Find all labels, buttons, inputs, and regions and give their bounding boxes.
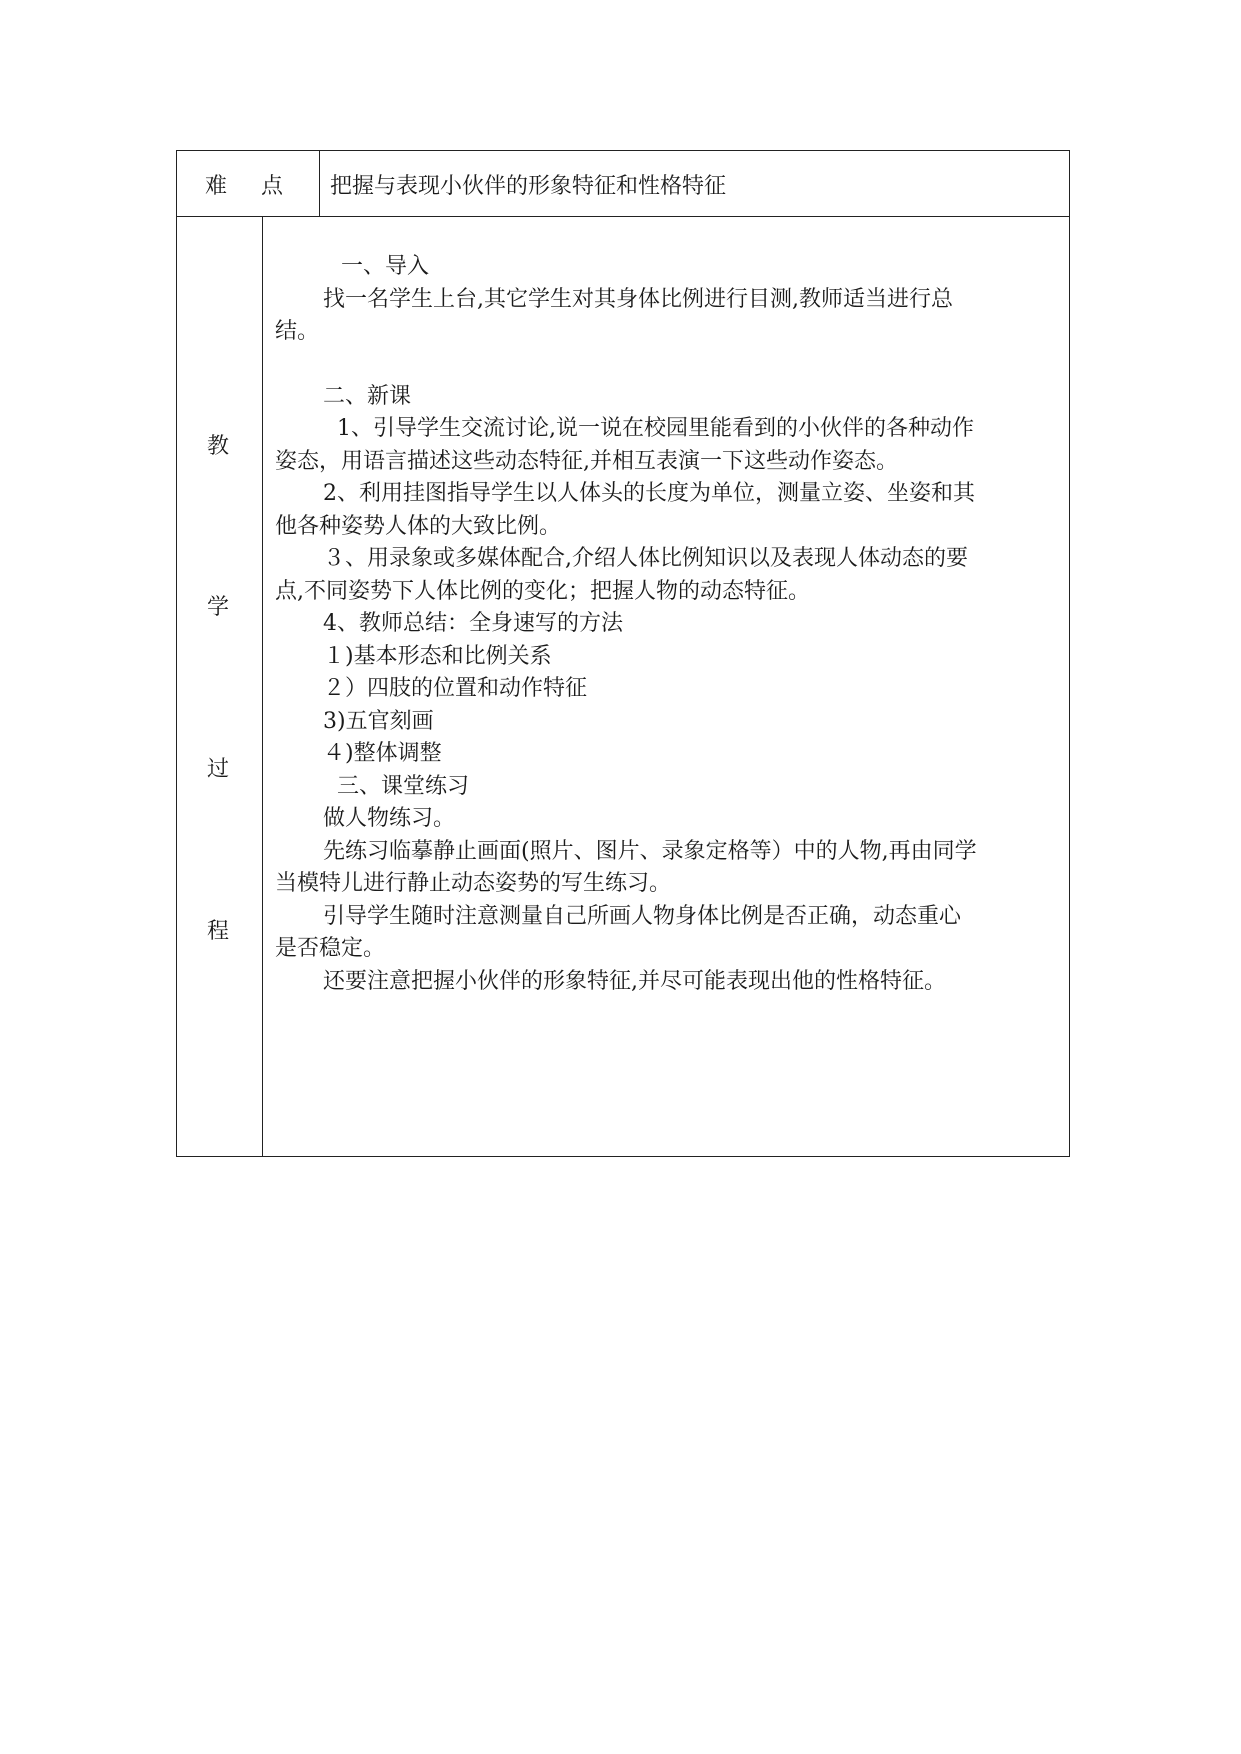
practice-line-3a: 引导学生随时注意测量自己所画人物身体比例是否正确，动态重心 xyxy=(323,903,962,929)
process-label-char-1: 教 xyxy=(207,434,230,459)
practice-line-2a: 先练习临摹静止画面(照片、图片、录象定格等）中的人物,再由同学 xyxy=(323,838,977,864)
difficulty-label-part2: 点 xyxy=(261,174,284,199)
intro-line-2: 结。 xyxy=(275,319,320,344)
paragraph-3-line-1: ３、用录象或多媒体配合,介绍人体比例知识以及表现人体动态的要 xyxy=(323,546,968,571)
new-lesson-heading: 二、新课 xyxy=(323,383,412,409)
difficulty-label-part1: 难 xyxy=(205,174,228,199)
difficulty-row xyxy=(176,150,1070,216)
method-item-4: ４)整体调整 xyxy=(323,741,442,766)
paragraph-1-line-1: 1、引导学生交流讨论,说一说在校园里能看到的小伙伴的各种动作 xyxy=(337,416,974,441)
method-item-2: ２）四肢的位置和动作特征 xyxy=(323,676,588,701)
teaching-process-content xyxy=(275,251,1241,998)
paragraph-2-line-2: 他各种姿势人体的大致比例。 xyxy=(275,513,562,539)
practice-line-2b: 当模特儿进行静止动态姿势的写生练习。 xyxy=(275,871,672,896)
process-label-char-3: 过 xyxy=(207,757,230,782)
paragraph-1-line-2: 姿态，用语言描述这些动态特征,并相互表演一下这些动作姿态。 xyxy=(275,448,898,474)
process-label-char-4: 程 xyxy=(207,919,230,944)
method-item-3: 3)五官刻画 xyxy=(323,708,434,734)
practice-line-3b: 是否稳定。 xyxy=(275,936,386,961)
paragraph-4: 4、教师总结：全身速写的方法 xyxy=(323,611,623,636)
method-item-1: １)基本形态和比例关系 xyxy=(323,643,552,669)
paragraph-2-line-1: 2、利用挂图指导学生以人体头的长度为单位，测量立姿、坐姿和其 xyxy=(323,481,975,506)
practice-heading: 三、课堂练习 xyxy=(337,773,470,799)
teaching-process-label-cell xyxy=(177,217,263,1156)
process-label-char-2: 学 xyxy=(207,595,230,620)
difficulty-label-cell xyxy=(177,151,320,216)
intro-line-1: 找一名学生上台,其它学生对其身体比例进行目测,教师适当进行总 xyxy=(323,286,953,312)
paragraph-3-line-2: 点,不同姿势下人体比例的变化；把握人物的动态特征。 xyxy=(275,578,810,604)
difficulty-label xyxy=(205,169,283,200)
practice-line-1: 做人物练习。 xyxy=(323,806,456,831)
teaching-process-row xyxy=(176,216,1070,1157)
practice-line-4: 还要注意把握小伙伴的形象特征,并尽可能表现出他的性格特征。 xyxy=(323,968,946,994)
intro-heading: 一、导入 xyxy=(341,254,430,279)
difficulty-text: 把握与表现小伙伴的形象特征和性格特征 xyxy=(330,174,727,199)
